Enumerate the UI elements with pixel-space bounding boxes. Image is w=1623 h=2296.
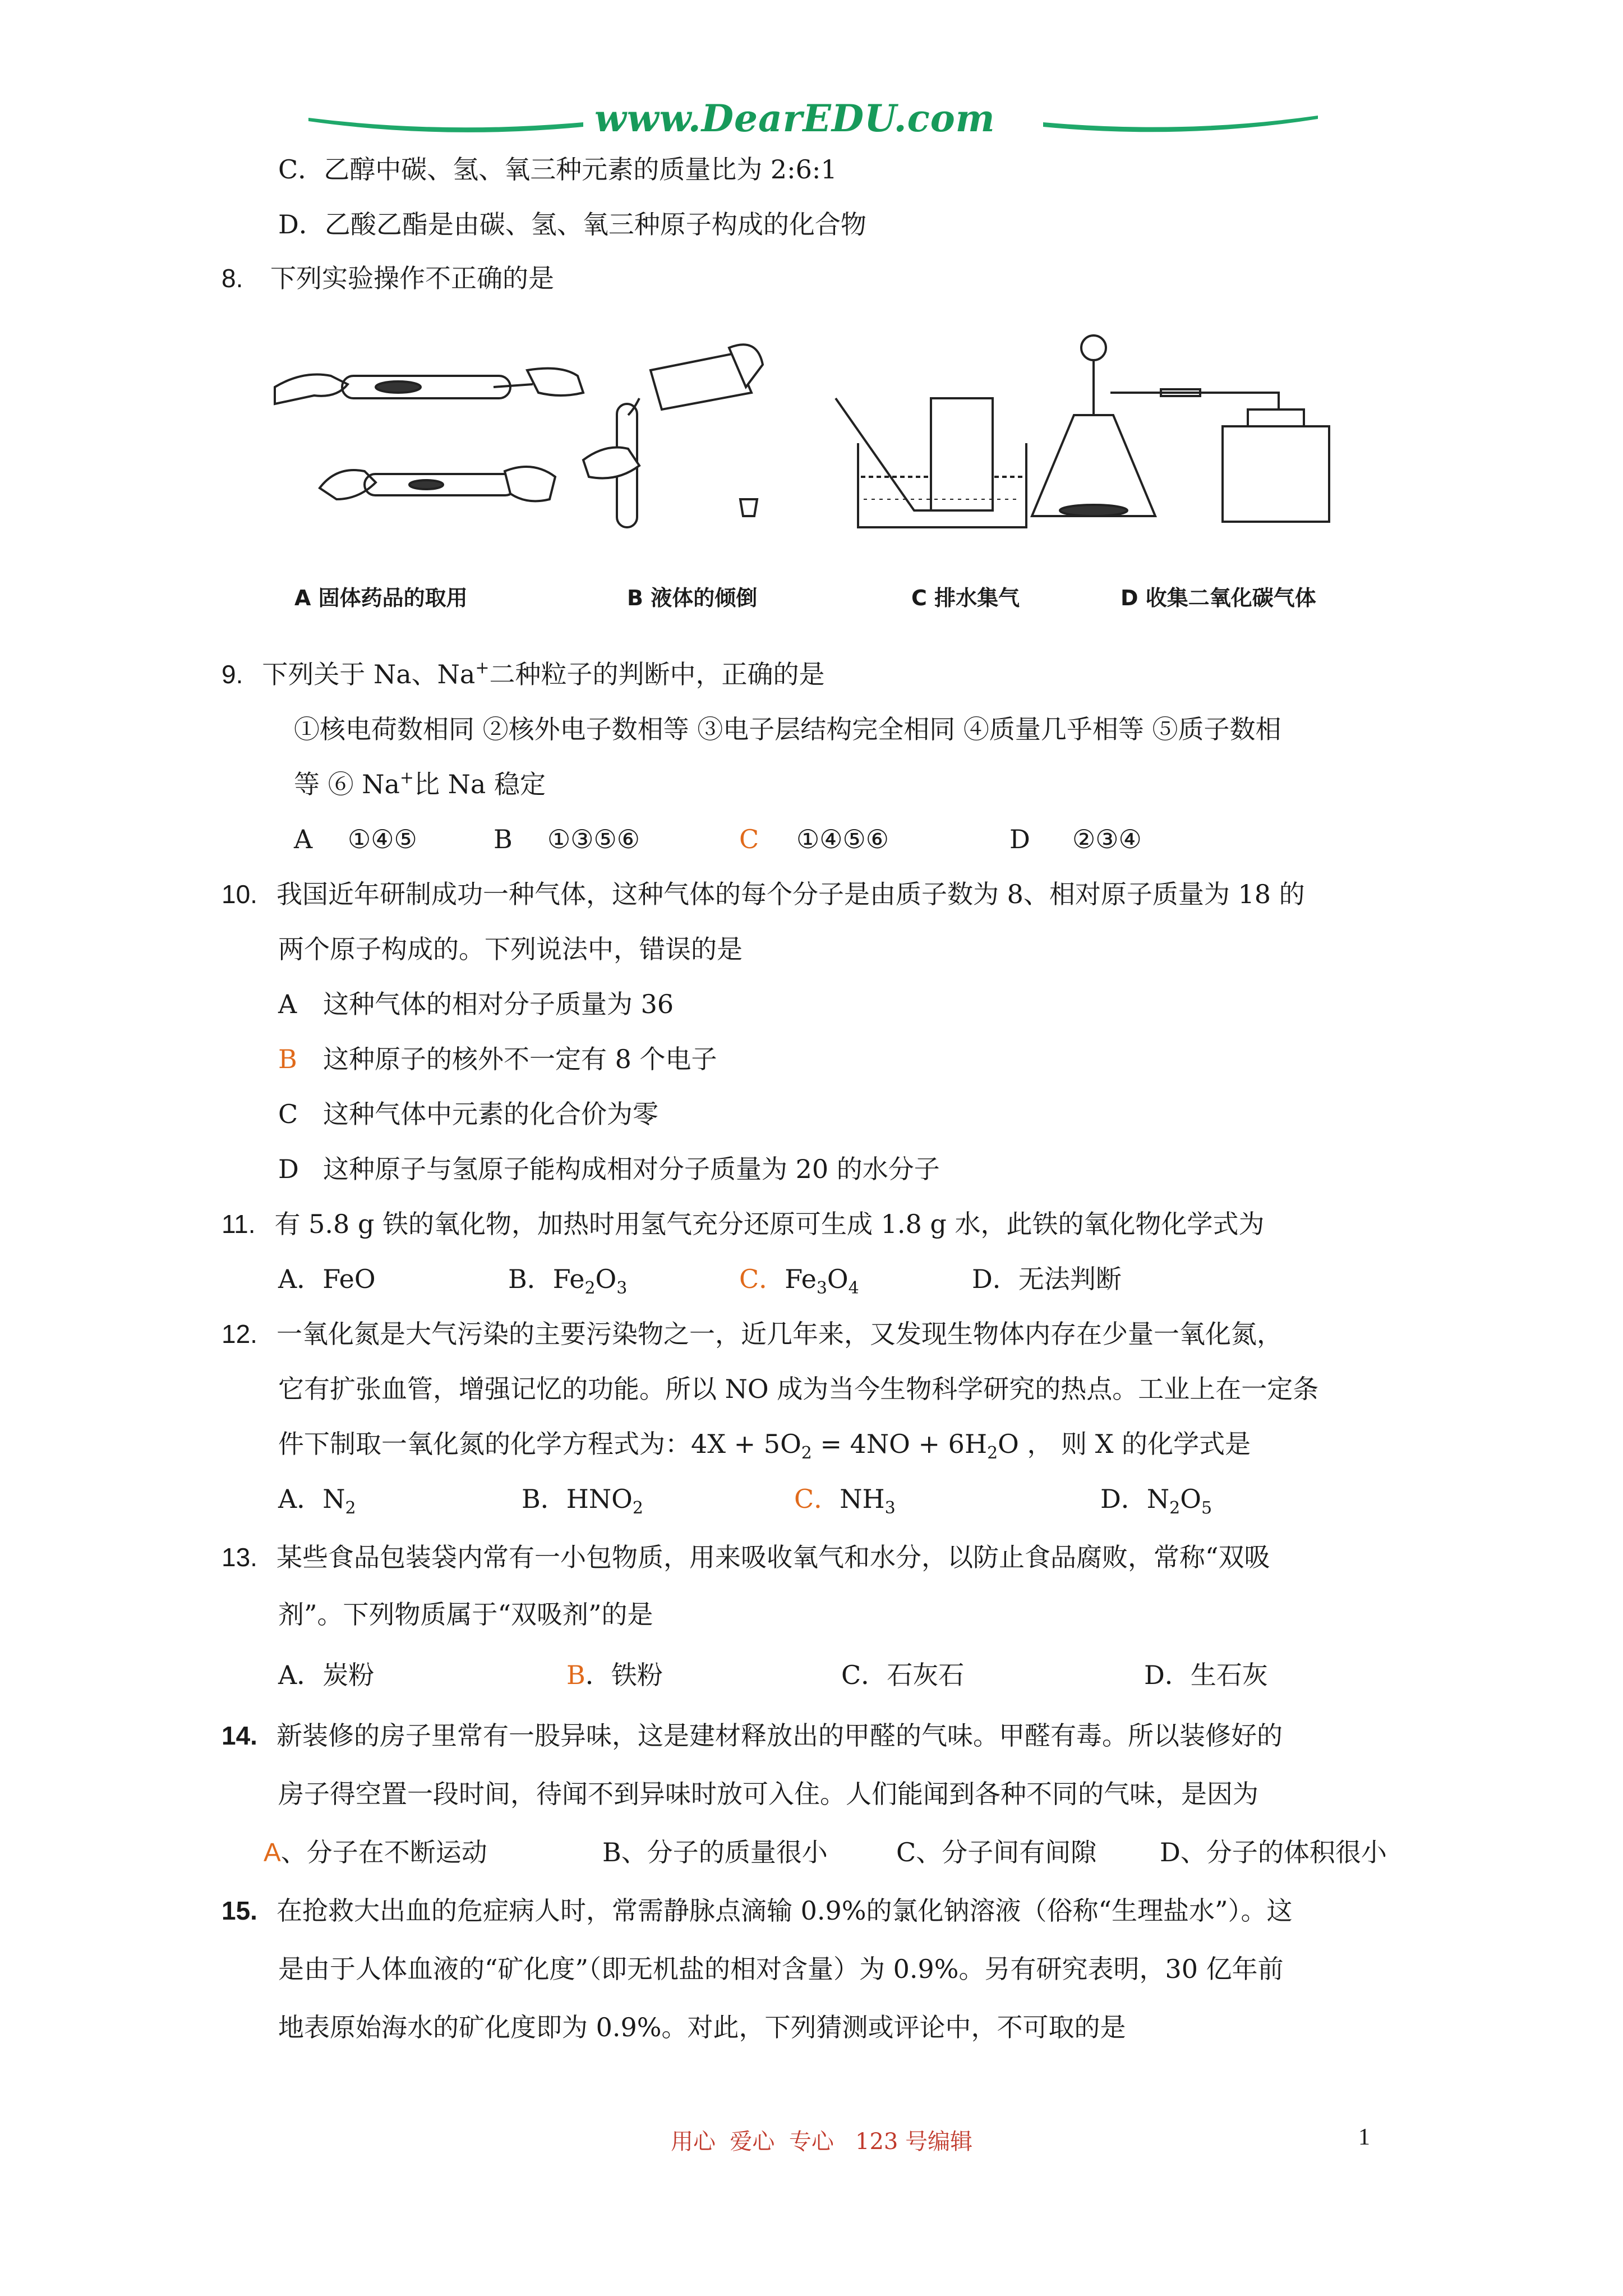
q10-number: 10.	[222, 880, 257, 909]
q9-opt-a-text: ①④⑤	[348, 824, 417, 854]
q12-opt-c-label: C．	[794, 1484, 840, 1514]
q9-opt-c-text: ①④⑤⑥	[796, 824, 889, 854]
q12-opt-d-sub2: 5	[1201, 1498, 1212, 1518]
q9-opt-d-text: ②③④	[1072, 824, 1142, 854]
q12-opt-d-a: D．N	[1100, 1484, 1170, 1514]
q13-opt-d: D．生石灰	[1144, 1660, 1268, 1690]
q7-option-c: C．乙醇中碳、氢、氧三种元素的质量比为 2:6:1	[278, 154, 837, 185]
q14-opt-b: B、分子的质量很小	[602, 1837, 828, 1867]
q9-opt-b-label: B	[494, 824, 513, 854]
q9-opt-c-label: C	[739, 824, 759, 854]
illustration-c	[836, 398, 1026, 527]
q13-opt-b-label: B	[566, 1660, 585, 1690]
q10-opt-b: 这种原子的核外不一定有 8 个电子	[323, 1044, 717, 1074]
q12-stem-3	[278, 1427, 1251, 1461]
q8-figure	[269, 331, 1363, 623]
q10-text-1: 我国近年研制成功一种气体，这种气体的每个分子是由质子数为 8、相对原子质量为 18 的	[276, 879, 1305, 909]
q12-stem-2: 它有扩张血管，增强记忆的功能。所以 NO 成为当今生物科学研究的热点。工业上在一定条	[278, 1374, 1319, 1404]
q11-opt-c-a: Fe	[785, 1264, 817, 1294]
q9-sup-2: +	[399, 768, 414, 788]
q12-opt-d-b: O	[1180, 1484, 1201, 1514]
q11-opt-b-sub1: 2	[584, 1278, 596, 1298]
q9-text-b: 二种粒子的判断中，正确的是	[489, 659, 825, 689]
q9-items-line1: ①核电荷数相同 ②核外电子数相等 ③电子层结构完全相同 ④质量几乎相等 ⑤质子数相	[294, 714, 1281, 744]
q12-opt-b-sub: 2	[632, 1498, 643, 1518]
q9-number: 9.	[222, 660, 243, 689]
q8-caption-c: C 排水集气	[911, 586, 1020, 610]
illustration-d	[1032, 335, 1329, 522]
q10-stem-2: 两个原子构成的。下列说法中，错误的是	[278, 934, 743, 964]
q13-stem-2: 剂”。下列物质属于“双吸剂”的是	[278, 1599, 653, 1630]
header-logo	[303, 95, 1324, 146]
q14-opt-d: D、分子的体积很小	[1160, 1837, 1387, 1867]
q11-opt-c-label: C．	[739, 1264, 785, 1294]
q14-opt-a	[264, 1835, 487, 1869]
q12-opt-c-a: NH	[840, 1484, 885, 1514]
q8-caption-b: B 液体的倾倒	[627, 586, 758, 610]
q11-opt-c-b: O	[827, 1264, 849, 1294]
q8-text: 下列实验操作不正确的是	[270, 263, 554, 293]
illustration-b	[583, 344, 763, 527]
q12-opt-a-sub: 2	[345, 1498, 356, 1518]
q12-stem-1	[222, 1317, 1283, 1351]
q15-stem-3: 地表原始海水的矿化度即为 0.9%。对此，下列猜测或评论中，不可取的是	[278, 2012, 1126, 2042]
q15-number: 15.	[222, 1896, 257, 1925]
q14-stem-1	[222, 1719, 1283, 1752]
q10-opt-a-label: A	[278, 989, 297, 1019]
footer-text: 用心 爱心 专心 123 号编辑	[671, 2129, 973, 2155]
q14-number: 14.	[222, 1721, 257, 1750]
q10-opt-d-label: D	[278, 1154, 299, 1184]
q14-opt-c: C、分子间有间隙	[896, 1837, 1097, 1867]
q13-text-1: 某些食品包装袋内常有一小包物质，用来吸收氧气和水分，以防止食品腐败，常称“双吸	[276, 1542, 1270, 1572]
q12-text-1: 一氧化氮是大气污染的主要污染物之一，近几年来，又发现生物体内存在少量一氧化氮，	[276, 1319, 1283, 1349]
q11-opt-b-sub2: 3	[616, 1278, 628, 1298]
q14-text-1: 新装修的房子里常有一股异味，这是建材释放出的甲醛的气味。甲醛有毒。所以装修好的	[276, 1720, 1283, 1751]
q8-caption-a: A 固体药品的取用	[294, 586, 468, 610]
q9-text-a: 下列关于 Na、Na	[262, 659, 476, 689]
q8-caption-d: D 收集二氧化碳气体	[1121, 586, 1316, 610]
lab-illustrations	[269, 331, 1363, 578]
q13-stem-1	[222, 1540, 1270, 1574]
q12-eq-c: O ， 则 X 的化学式是	[998, 1429, 1251, 1459]
q11-opt-b-b: O	[595, 1264, 617, 1294]
q14-opt-a-label: A	[264, 1838, 281, 1867]
q11-opt-c-sub2: 4	[848, 1278, 859, 1298]
q11-opt-b	[508, 1262, 627, 1296]
q10-opt-c-label: C	[278, 1099, 298, 1129]
q8-number: 8.	[222, 264, 243, 293]
logo-text[interactable]: www.DearEDU.com	[594, 96, 995, 140]
q10-opt-c: 这种气体中元素的化合价为零	[323, 1099, 658, 1129]
q11-stem	[222, 1207, 1264, 1241]
q13-number: 13.	[222, 1543, 257, 1572]
q11-opt-c	[739, 1262, 859, 1296]
q9-opt-d-label: D	[1009, 824, 1030, 854]
q15-text-1: 在抢救大出血的危症病人时，常需静脉点滴输 0.9%的氯化钠溶液（俗称“生理盐水”）。这	[276, 1895, 1293, 1926]
q12-opt-a-a: A．N	[278, 1484, 345, 1514]
q12-opt-d	[1100, 1482, 1212, 1516]
q9-sup: +	[475, 658, 490, 678]
illustration-a	[275, 369, 583, 501]
q12-opt-b	[522, 1482, 643, 1516]
q13-opt-a: A．炭粉	[278, 1660, 375, 1690]
q11-number: 11.	[222, 1209, 256, 1239]
page-number: 1	[1358, 2124, 1370, 2150]
q11-opt-a: A．FeO	[278, 1264, 376, 1294]
q11-text: 有 5.8 g 铁的氧化物，加热时用氢气充分还原可生成 1.8 g 水，此铁的氧化物化学式为	[274, 1209, 1265, 1239]
q8-stem	[222, 261, 554, 295]
q9-items-line2-a: 等 ⑥ Na	[294, 769, 400, 799]
q10-opt-d: 这种原子与氢原子能构成相对分子质量为 20 的水分子	[323, 1154, 940, 1184]
q15-stem-1	[222, 1894, 1292, 1927]
q12-eq-a: 件下制取一氧化氮的化学方程式为：4X + 5O	[278, 1429, 801, 1459]
q9-items-line2-b: 比 Na 稳定	[414, 769, 546, 799]
q10-stem-1	[222, 877, 1305, 911]
q12-opt-c	[794, 1482, 896, 1516]
q12-eq-sub2: 2	[987, 1443, 998, 1463]
q11-opt-d: D．无法判断	[972, 1264, 1122, 1294]
q12-eq-sub1: 2	[801, 1443, 812, 1463]
q9-opt-a-label: A	[294, 824, 313, 854]
q9-items-line2	[294, 767, 546, 801]
q11-opt-b-a: B．Fe	[508, 1264, 585, 1294]
q11-opt-c-sub1: 3	[816, 1278, 827, 1298]
q14-opt-a-text: 、分子在不断运动	[280, 1837, 487, 1867]
q7-option-d: D．乙酸乙酯是由碳、氢、氧三种原子构成的化合物	[278, 209, 866, 240]
q9-stem	[222, 657, 825, 691]
q12-opt-c-sub: 3	[884, 1498, 896, 1518]
q13-opt-b-text: ．铁粉	[585, 1660, 663, 1690]
q13-opt-b	[566, 1658, 663, 1692]
q12-opt-b-a: B．HNO	[522, 1484, 633, 1514]
q15-stem-2: 是由于人体血液的“矿化度”（即无机盐的相对含量）为 0.9%。另有研究表明，30 亿年前	[278, 1954, 1284, 1984]
q12-opt-d-sub1: 2	[1169, 1498, 1181, 1518]
q13-opt-c: C．石灰石	[841, 1660, 965, 1690]
q10-opt-a: 这种气体的相对分子质量为 36	[323, 989, 674, 1019]
q12-number: 12.	[222, 1319, 257, 1349]
q14-stem-2: 房子得空置一段时间，待闻不到异味时放可入住。人们能闻到各种不同的气味，是因为	[278, 1779, 1258, 1809]
q12-opt-a	[278, 1482, 356, 1516]
q9-opt-b-text: ①③⑤⑥	[547, 824, 640, 854]
q12-eq-b: = 4NO + 6H	[811, 1429, 988, 1459]
q10-opt-b-label: B	[278, 1044, 297, 1074]
